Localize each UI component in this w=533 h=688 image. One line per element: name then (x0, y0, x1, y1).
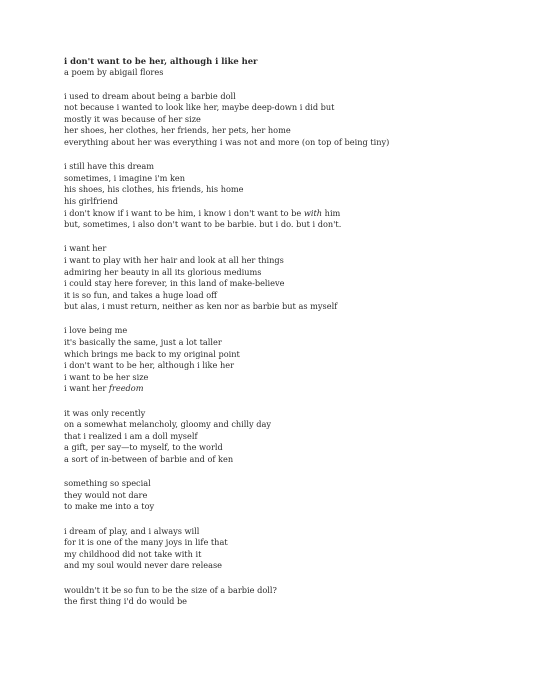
poem-line: admiring her beauty in all its glorious mediums (64, 266, 262, 277)
poem-line: his shoes, his clothes, his friends, his home (64, 184, 244, 195)
poem-line: i still have this dream (64, 161, 155, 172)
poem-line-text: i don't know if i want to be him, i know i don't want to be (64, 207, 304, 218)
poem-line: on a somewhat melancholy, gloomy and chilly day (64, 419, 272, 430)
poem-line-emphasis: with (303, 207, 323, 218)
poem-line: i want her (64, 243, 107, 254)
poem-line: that i realized i am a doll myself (64, 430, 198, 441)
poem-line: her shoes, her clothes, her friends, her pets, her home (64, 125, 291, 136)
poem-line: i want to be her size (64, 371, 149, 382)
poem-line: for it is one of the many joys in life that (64, 537, 228, 548)
poem-line: the first thing i'd do would be (64, 596, 188, 607)
poem-page (64, 55, 504, 620)
poem-line: it was only recently (64, 407, 146, 418)
poem-line: it is so fun, and takes a huge load off (64, 289, 217, 300)
stanza-7 (64, 526, 504, 572)
poem-title: i don't want to be her, although i like her (64, 56, 258, 66)
poem-line: a sort of in-between of barbie and of ken (64, 454, 234, 464)
stanza-5 (64, 408, 504, 466)
poem-line: not because i wanted to look like her, maybe deep-down i did but (64, 102, 335, 113)
poem-line: which brings me back to my original point (64, 348, 240, 359)
poem-line: i don't want to be her, although i like her (64, 360, 234, 371)
poem-line: sometimes, i imagine i'm ken (64, 172, 186, 183)
stanza-2 (64, 161, 504, 231)
poem-line: something so special (64, 478, 151, 489)
stanza-1 (64, 91, 504, 149)
poem-line: it's basically the same, just a lot taller (64, 337, 222, 348)
poem-byline: a poem by abigail flores (64, 67, 164, 77)
poem-line: my childhood did not take with it (64, 548, 202, 559)
poem-line: i used to dream about being a barbie doll (64, 90, 236, 101)
poem-line: but alas, i must return, neither as ken nor as barbie but as myself (64, 301, 338, 312)
stanza-8 (64, 585, 504, 608)
poem-line: mostly it was because of her size (64, 113, 201, 124)
poem-line: i love being me (64, 325, 128, 336)
poem-line: they would not dare (64, 489, 148, 500)
poem-line: i could stay here forever, in this land of make-believe (64, 278, 285, 289)
poem-line: a gift, per say—to myself, to the world (64, 442, 223, 453)
poem-line: and my soul would never dare release (64, 560, 223, 571)
stanza-6 (64, 478, 504, 513)
poem-line-text: him (322, 207, 341, 218)
poem-line-emphasis: freedom (108, 383, 144, 394)
poem-line: wouldn't it be so fun to be the size of a barbie doll? (64, 584, 277, 595)
poem-line: his girlfriend (64, 195, 119, 206)
poem-line-text: i want her (64, 383, 109, 394)
poem-line: everything about her was everything i was not and more (on top of being tiny) (64, 136, 390, 147)
poem-line (64, 208, 504, 220)
poem-line: to make me into a toy (64, 501, 155, 512)
poem-line: i dream of play, and i always will (64, 525, 200, 536)
poem-line (64, 383, 504, 395)
poem-line: i want to play with her hair and look at all her things (64, 254, 284, 265)
stanza-3 (64, 243, 504, 313)
stanza-4 (64, 325, 504, 395)
poem-line: but, sometimes, i also don't want to be barbie. but i do. but i don't. (64, 219, 342, 230)
